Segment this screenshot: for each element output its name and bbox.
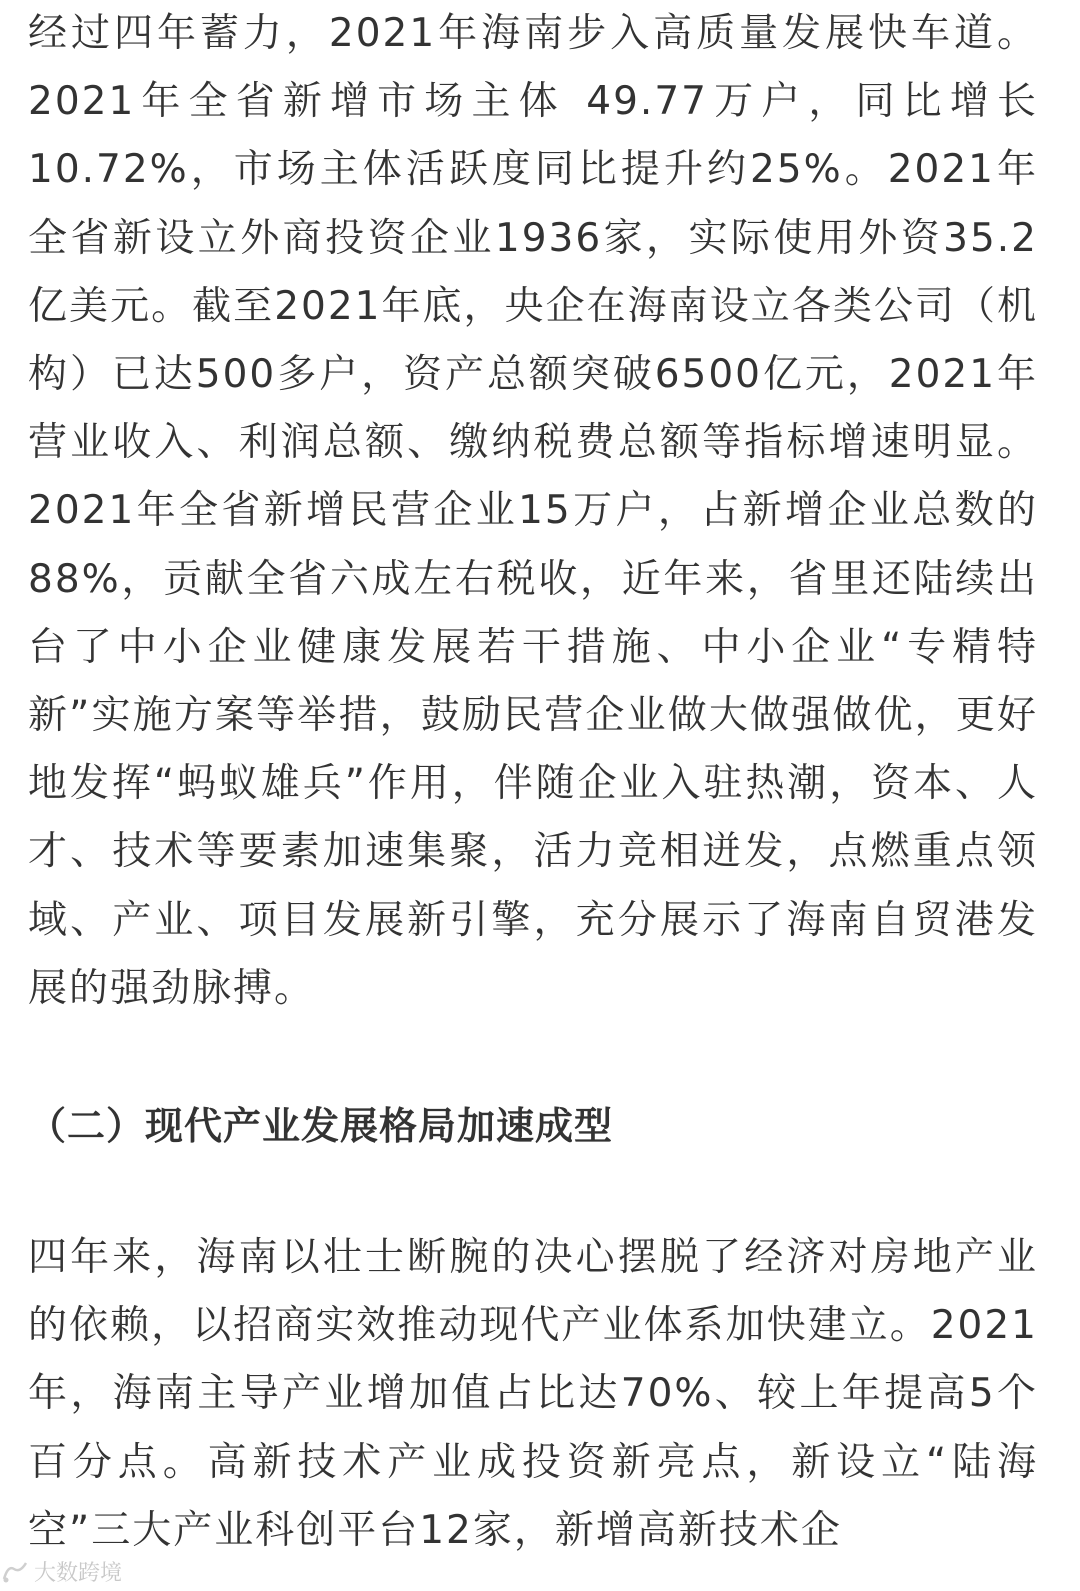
article-paragraph: 经过四年蓄力，2021年海南步入高质量发展快车道。2021年全省新增市场主体 49.77万户，同比增长10.72%，市场主体活跃度同比提升约25%。2021年全省新设立外商投资企业1936家，实际使用外资35.2亿美元。截至2021年底，央企在海南设立各类公司（机构）已达500多户，资产总额突破6500亿元，2021年营业收入、利润总额、缴纳税费总额等指标增速明显。2021年全省新增民营企业15万户，占新增企业总数的88%，贡献全省六成左右税收，近年来，省里还陆续出台了中小企业健康发展若干措施、中小企业“专精特新”实施方案等举措，鼓励民营企业做大做强做优，更好地发挥“蚂蚁雄兵”作用，伴随企业入驻热潮，资本、人才、技术等要素加速集聚，活力竞相迸发，点燃重点领域、产业、项目发展新引擎，充分展示了海南自贸港发展的强劲脉搏。 (28, 11, 1038, 1011)
section-heading: （二）现代产业发展格局加速成型 (28, 1104, 614, 1148)
watermark-text: 大数跨境 (34, 1561, 123, 1586)
article-body (28, 0, 1038, 1023)
watermark-logo-icon (0, 1559, 30, 1585)
watermark (0, 1556, 122, 1587)
article-paragraph: 四年来，海南以壮士断腕的决心摆脱了经济对房地产业的依赖，以招商实效推动现代产业体系加快建立。2021年，海南主导产业增加值占比达70%、较上年提高5个百分点。高新技术产业成投资新亮点，新设立“陆海空”三大产业科创平台12家，新增高新技术企 (28, 1235, 1038, 1553)
